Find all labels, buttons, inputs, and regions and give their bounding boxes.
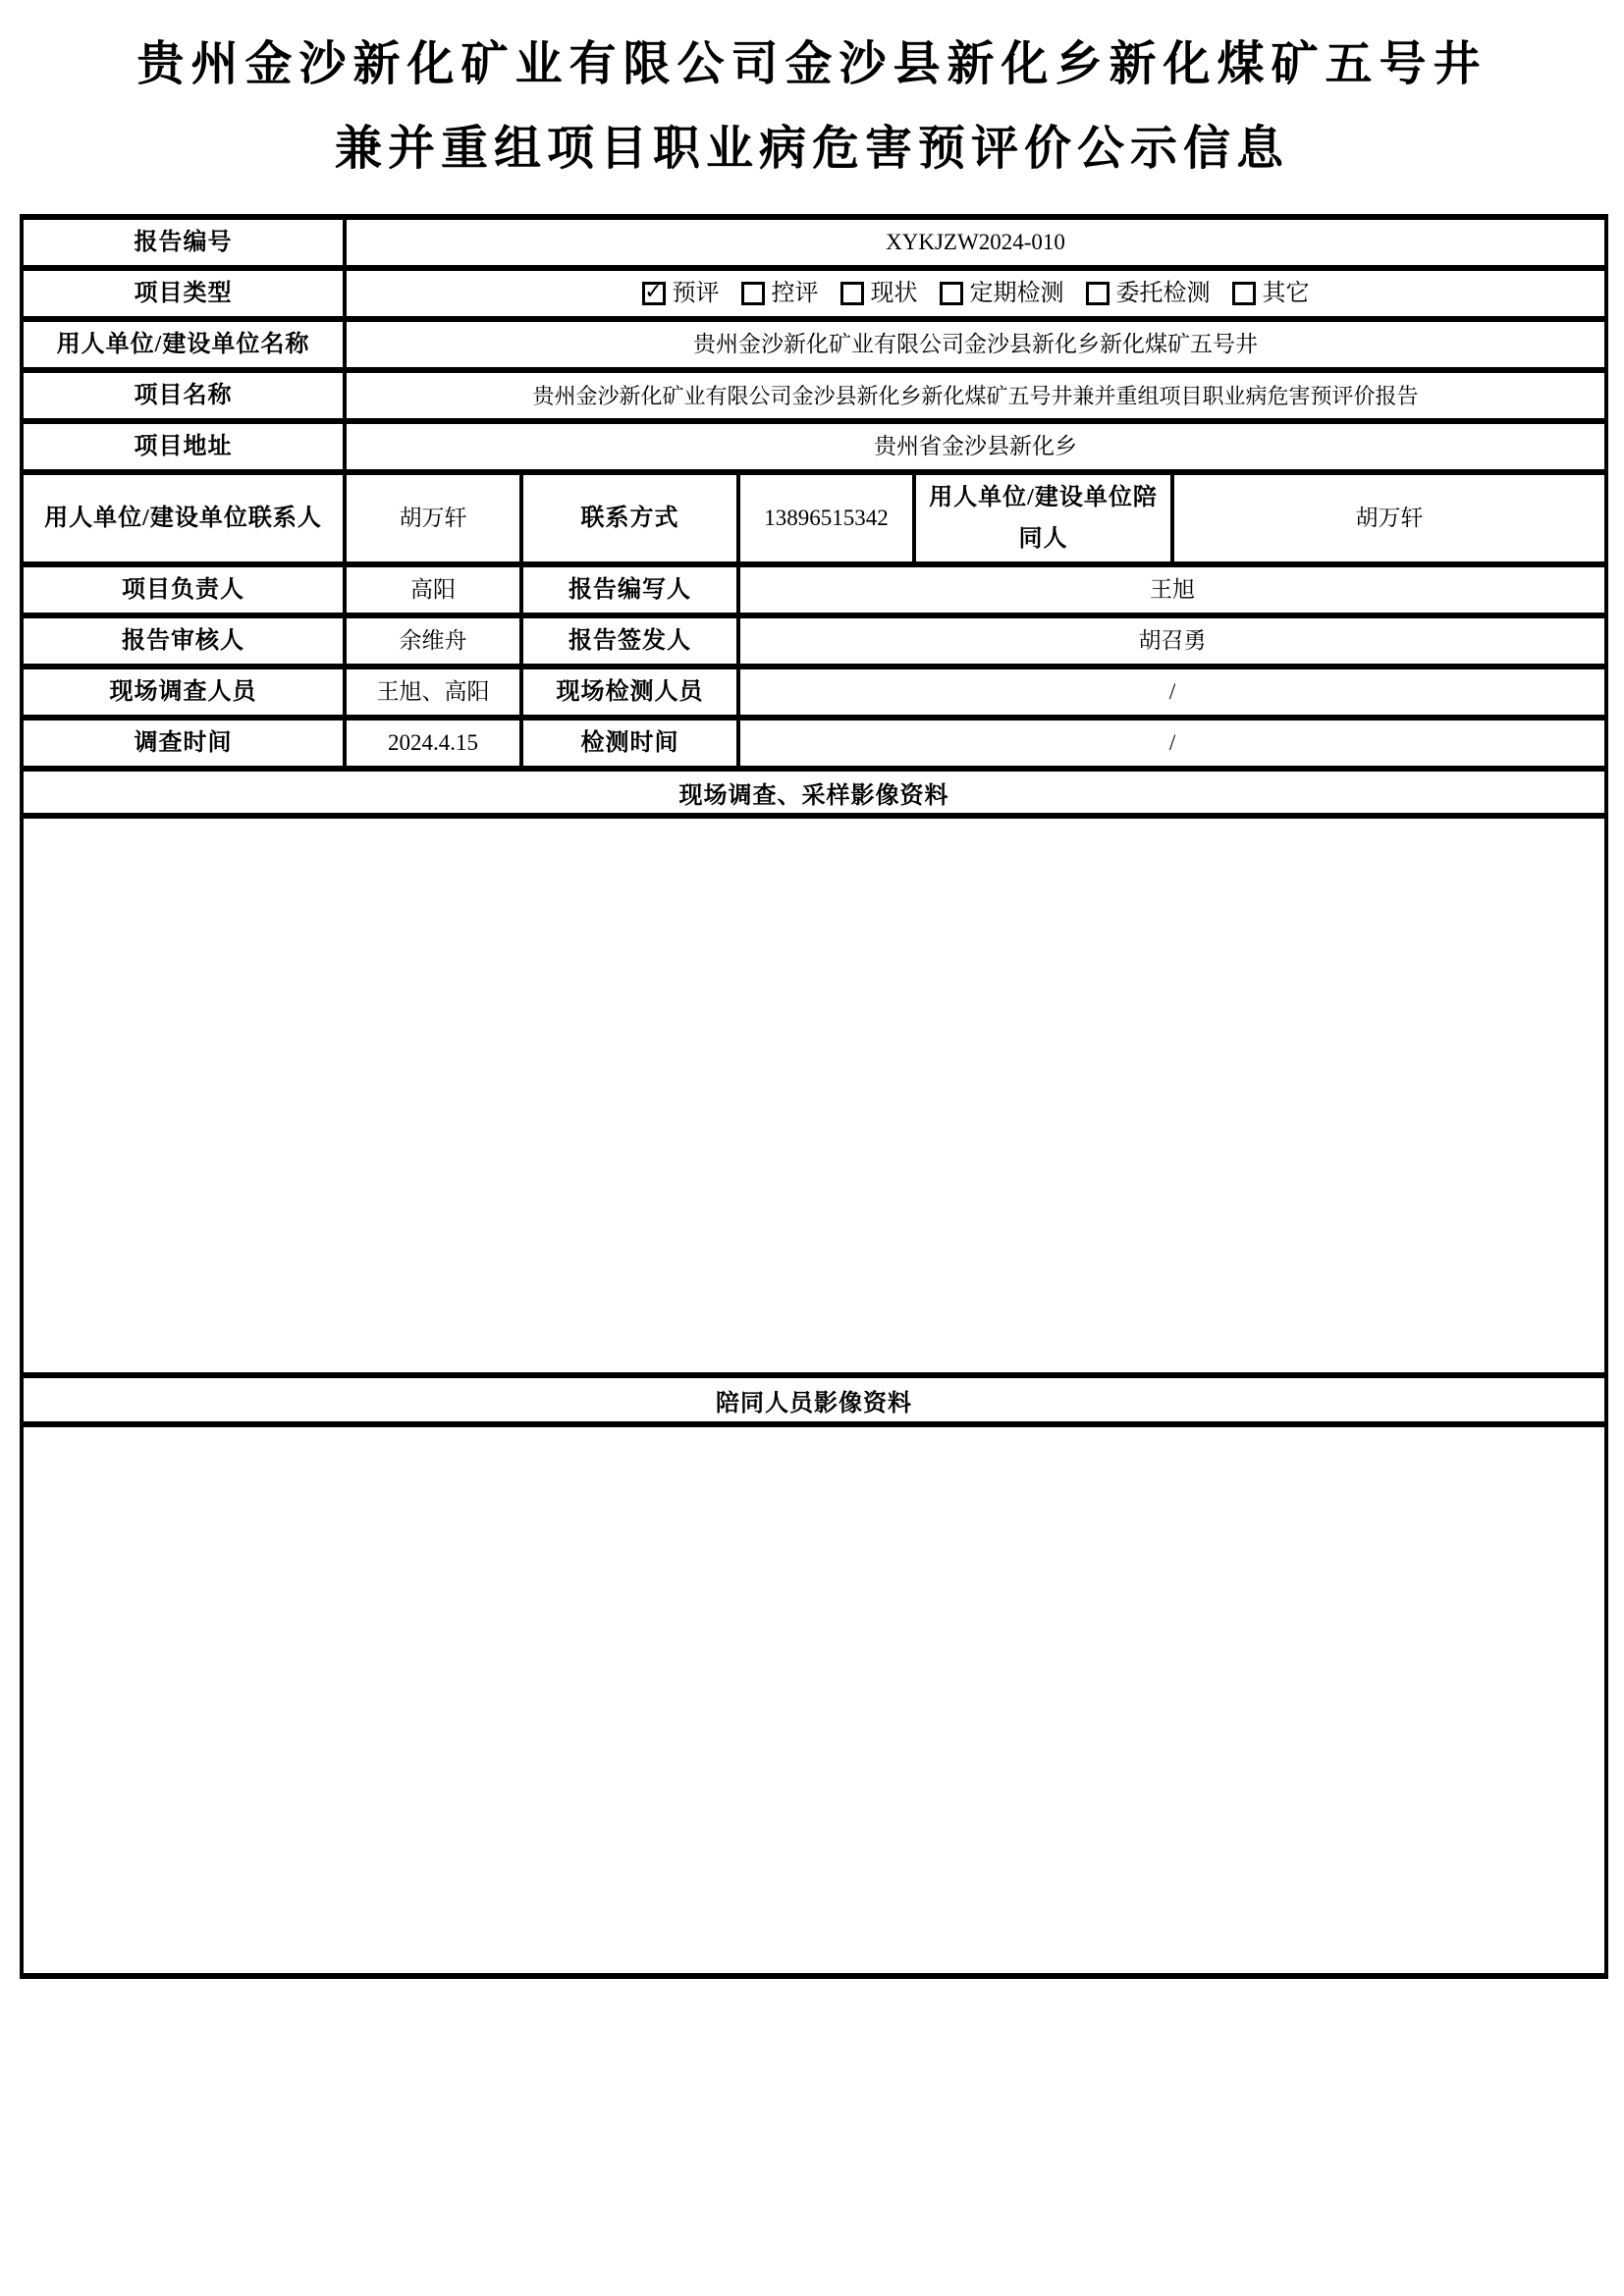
row-escort-photos-header [22, 1375, 1606, 1424]
checkbox-icon [840, 282, 864, 305]
row-reviewer-issuer [22, 615, 1606, 667]
report-no-value: XYKJZW2024-010 [345, 217, 1606, 268]
employer-name-label: 用人单位/建设单位名称 [22, 319, 345, 370]
project-name-value: 贵州金沙新化矿业有限公司金沙县新化乡新化煤矿五号井兼并重组项目职业病危害预评价报告 [345, 370, 1606, 421]
project-leader-label: 项目负责人 [22, 564, 345, 615]
testing-date-value: / [738, 718, 1606, 769]
checkbox-icon [642, 279, 666, 305]
project-type-option-label: 控评 [771, 281, 819, 306]
info-table [20, 214, 1608, 1979]
row-site-photos-header [22, 769, 1606, 816]
project-type-option [1086, 276, 1211, 311]
project-type-option [940, 276, 1064, 311]
site-photos-area [22, 816, 1606, 1375]
project-address-value: 贵州省金沙县新化乡 [345, 421, 1606, 472]
site-investigators-value: 王旭、高阳 [345, 667, 521, 718]
row-escort-photos-area [22, 1424, 1606, 1976]
project-type-option [840, 276, 918, 311]
document-title [0, 0, 1624, 181]
row-site-photos-area [22, 816, 1606, 1375]
title-line-1: 贵州金沙新化矿业有限公司金沙县新化乡新化煤矿五号井 [136, 38, 1488, 90]
escort-photos-area [22, 1424, 1606, 1976]
project-type-option-label: 定期检测 [969, 281, 1064, 306]
contact-method-label: 联系方式 [521, 472, 738, 564]
row-investigators-testers [22, 667, 1606, 718]
employer-name-value: 贵州金沙新化矿业有限公司金沙县新化乡新化煤矿五号井 [345, 319, 1606, 370]
testing-date-label: 检测时间 [521, 718, 738, 769]
report-issuer-value: 胡召勇 [738, 615, 1606, 667]
project-name-label: 项目名称 [22, 370, 345, 421]
row-report-no [22, 217, 1606, 268]
report-reviewer-value: 余维舟 [345, 615, 521, 667]
site-testers-value: / [738, 667, 1606, 718]
project-type-value [345, 268, 1606, 319]
project-type-options [352, 276, 1598, 311]
investigation-date-value: 2024.4.15 [345, 718, 521, 769]
project-type-option-label: 预评 [672, 281, 720, 306]
check-icon: ✓ [644, 279, 663, 304]
row-contacts [22, 472, 1606, 564]
project-type-label: 项目类型 [22, 268, 345, 319]
checkbox-icon [741, 282, 765, 305]
project-type-option-label: 其它 [1262, 281, 1310, 306]
row-employer-name [22, 319, 1606, 370]
row-leader-writer [22, 564, 1606, 615]
report-no-label: 报告编号 [22, 217, 345, 268]
project-address-label: 项目地址 [22, 421, 345, 472]
row-project-address [22, 421, 1606, 472]
report-writer-value: 王旭 [738, 564, 1606, 615]
checkbox-icon [1232, 282, 1256, 305]
project-leader-value: 高阳 [345, 564, 521, 615]
escort-photos-header: 陪同人员影像资料 [22, 1375, 1606, 1424]
report-reviewer-label: 报告审核人 [22, 615, 345, 667]
site-investigators-label: 现场调查人员 [22, 667, 345, 718]
site-testers-label: 现场检测人员 [521, 667, 738, 718]
report-issuer-label: 报告签发人 [521, 615, 738, 667]
project-type-option [741, 276, 819, 311]
project-type-option [642, 276, 720, 311]
checkbox-icon [940, 282, 963, 305]
site-photos-header: 现场调查、采样影像资料 [22, 769, 1606, 816]
contact-method-value: 13896515342 [738, 472, 914, 564]
row-project-name [22, 370, 1606, 421]
title-line-2: 兼并重组项目职业病危害预评价公示信息 [334, 123, 1289, 175]
contact-label: 用人单位/建设单位联系人 [22, 472, 345, 564]
escort-label: 用人单位/建设单位陪同人 [914, 472, 1172, 564]
row-dates [22, 718, 1606, 769]
investigation-date-label: 调查时间 [22, 718, 345, 769]
row-project-type [22, 268, 1606, 319]
project-type-option-label: 现状 [870, 281, 918, 306]
checkbox-icon [1086, 282, 1110, 305]
project-type-option [1232, 276, 1310, 311]
project-type-option-label: 委托检测 [1115, 281, 1211, 306]
report-writer-label: 报告编写人 [521, 564, 738, 615]
escort-value: 胡万轩 [1172, 472, 1606, 564]
contact-value: 胡万轩 [345, 472, 521, 564]
